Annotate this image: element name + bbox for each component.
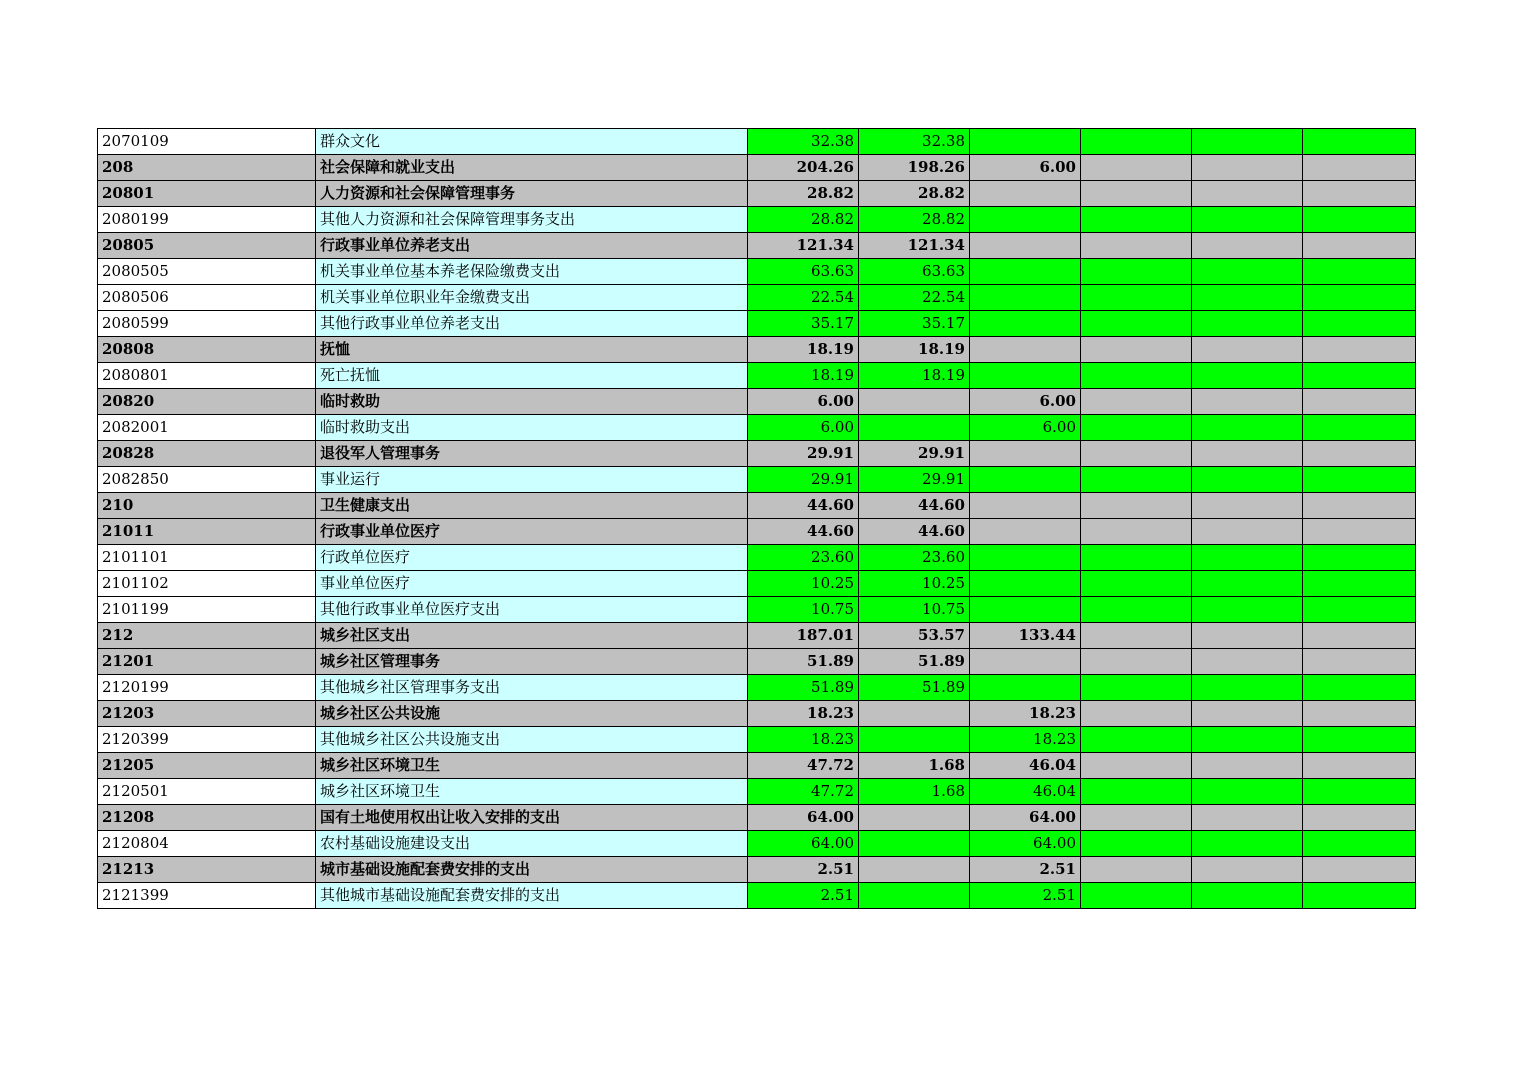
code-cell: 2080801 xyxy=(98,363,316,389)
name-cell: 机关事业单位职业年金缴费支出 xyxy=(316,285,748,311)
value-cell-3: 46.04 xyxy=(970,779,1081,805)
empty-cell xyxy=(1081,857,1192,883)
empty-cell xyxy=(1303,233,1416,259)
empty-cell xyxy=(1081,181,1192,207)
value-cell-3: 64.00 xyxy=(970,831,1081,857)
name-cell: 死亡抚恤 xyxy=(316,363,748,389)
code-cell: 21011 xyxy=(98,519,316,545)
table-row xyxy=(98,129,1416,155)
name-cell: 其他人力资源和社会保障管理事务支出 xyxy=(316,207,748,233)
table-row xyxy=(98,493,1416,519)
empty-cell xyxy=(1303,441,1416,467)
value-cell-3 xyxy=(970,649,1081,675)
total-cell: 121.34 xyxy=(748,233,859,259)
code-cell: 208 xyxy=(98,155,316,181)
name-cell: 城乡社区管理事务 xyxy=(316,649,748,675)
empty-cell xyxy=(1303,363,1416,389)
table-row xyxy=(98,857,1416,883)
name-cell: 事业单位医疗 xyxy=(316,571,748,597)
value-cell-3: 2.51 xyxy=(970,883,1081,909)
name-cell: 城乡社区公共设施 xyxy=(316,701,748,727)
code-cell: 2121399 xyxy=(98,883,316,909)
value-cell-2: 28.82 xyxy=(859,207,970,233)
code-cell: 2080505 xyxy=(98,259,316,285)
value-cell-2 xyxy=(859,805,970,831)
total-cell: 32.38 xyxy=(748,129,859,155)
value-cell-3 xyxy=(970,233,1081,259)
name-cell: 其他城市基础设施配套费安排的支出 xyxy=(316,883,748,909)
total-cell: 47.72 xyxy=(748,779,859,805)
empty-cell xyxy=(1081,467,1192,493)
value-cell-3 xyxy=(970,597,1081,623)
table-row xyxy=(98,155,1416,181)
code-cell: 21208 xyxy=(98,805,316,831)
table-row xyxy=(98,831,1416,857)
empty-cell xyxy=(1192,181,1303,207)
table-row xyxy=(98,701,1416,727)
empty-cell xyxy=(1303,129,1416,155)
empty-cell xyxy=(1081,129,1192,155)
empty-cell xyxy=(1192,883,1303,909)
empty-cell xyxy=(1081,623,1192,649)
table-row xyxy=(98,389,1416,415)
value-cell-3: 18.23 xyxy=(970,727,1081,753)
name-cell: 机关事业单位基本养老保险缴费支出 xyxy=(316,259,748,285)
total-cell: 6.00 xyxy=(748,389,859,415)
empty-cell xyxy=(1081,389,1192,415)
empty-cell xyxy=(1192,285,1303,311)
code-cell: 21201 xyxy=(98,649,316,675)
value-cell-2: 63.63 xyxy=(859,259,970,285)
value-cell-2 xyxy=(859,415,970,441)
value-cell-2: 51.89 xyxy=(859,649,970,675)
code-cell: 20801 xyxy=(98,181,316,207)
total-cell: 6.00 xyxy=(748,415,859,441)
code-cell: 2080199 xyxy=(98,207,316,233)
value-cell-2: 35.17 xyxy=(859,311,970,337)
empty-cell xyxy=(1303,753,1416,779)
total-cell: 187.01 xyxy=(748,623,859,649)
empty-cell xyxy=(1192,467,1303,493)
code-cell: 2101199 xyxy=(98,597,316,623)
total-cell: 44.60 xyxy=(748,493,859,519)
empty-cell xyxy=(1081,649,1192,675)
value-cell-2 xyxy=(859,831,970,857)
value-cell-3 xyxy=(970,363,1081,389)
name-cell: 其他城乡社区管理事务支出 xyxy=(316,675,748,701)
empty-cell xyxy=(1192,831,1303,857)
empty-cell xyxy=(1192,155,1303,181)
empty-cell xyxy=(1192,233,1303,259)
empty-cell xyxy=(1081,701,1192,727)
empty-cell xyxy=(1192,545,1303,571)
empty-cell xyxy=(1192,727,1303,753)
value-cell-2: 32.38 xyxy=(859,129,970,155)
table-row xyxy=(98,311,1416,337)
empty-cell xyxy=(1192,493,1303,519)
empty-cell xyxy=(1081,207,1192,233)
empty-cell xyxy=(1303,415,1416,441)
table-row xyxy=(98,779,1416,805)
code-cell: 21213 xyxy=(98,857,316,883)
name-cell: 临时救助支出 xyxy=(316,415,748,441)
code-cell: 2070109 xyxy=(98,129,316,155)
name-cell: 社会保障和就业支出 xyxy=(316,155,748,181)
empty-cell xyxy=(1081,571,1192,597)
code-cell: 2120804 xyxy=(98,831,316,857)
empty-cell xyxy=(1303,701,1416,727)
value-cell-3: 133.44 xyxy=(970,623,1081,649)
empty-cell xyxy=(1192,805,1303,831)
value-cell-3: 6.00 xyxy=(970,415,1081,441)
empty-cell xyxy=(1192,363,1303,389)
empty-cell xyxy=(1081,727,1192,753)
empty-cell xyxy=(1192,311,1303,337)
value-cell-2: 18.19 xyxy=(859,363,970,389)
empty-cell xyxy=(1081,155,1192,181)
name-cell: 退役军人管理事务 xyxy=(316,441,748,467)
total-cell: 22.54 xyxy=(748,285,859,311)
value-cell-2 xyxy=(859,727,970,753)
empty-cell xyxy=(1081,545,1192,571)
empty-cell xyxy=(1192,415,1303,441)
empty-cell xyxy=(1081,363,1192,389)
empty-cell xyxy=(1192,389,1303,415)
code-cell: 210 xyxy=(98,493,316,519)
empty-cell xyxy=(1303,207,1416,233)
table-row xyxy=(98,545,1416,571)
empty-cell xyxy=(1303,337,1416,363)
name-cell: 其他城乡社区公共设施支出 xyxy=(316,727,748,753)
value-cell-3 xyxy=(970,675,1081,701)
value-cell-2: 28.82 xyxy=(859,181,970,207)
empty-cell xyxy=(1192,441,1303,467)
value-cell-2: 10.25 xyxy=(859,571,970,597)
value-cell-2 xyxy=(859,701,970,727)
value-cell-2 xyxy=(859,857,970,883)
name-cell: 农村基础设施建设支出 xyxy=(316,831,748,857)
name-cell: 临时救助 xyxy=(316,389,748,415)
total-cell: 28.82 xyxy=(748,181,859,207)
value-cell-3: 2.51 xyxy=(970,857,1081,883)
value-cell-2: 44.60 xyxy=(859,519,970,545)
empty-cell xyxy=(1081,415,1192,441)
table-row xyxy=(98,415,1416,441)
name-cell: 城乡社区环境卫生 xyxy=(316,779,748,805)
empty-cell xyxy=(1081,805,1192,831)
value-cell-3 xyxy=(970,571,1081,597)
code-cell: 20828 xyxy=(98,441,316,467)
value-cell-3 xyxy=(970,337,1081,363)
empty-cell xyxy=(1192,779,1303,805)
total-cell: 204.26 xyxy=(748,155,859,181)
table-row xyxy=(98,623,1416,649)
empty-cell xyxy=(1081,311,1192,337)
empty-cell xyxy=(1192,337,1303,363)
value-cell-2 xyxy=(859,883,970,909)
empty-cell xyxy=(1081,519,1192,545)
empty-cell xyxy=(1081,441,1192,467)
empty-cell xyxy=(1192,259,1303,285)
empty-cell xyxy=(1303,571,1416,597)
value-cell-2: 44.60 xyxy=(859,493,970,519)
total-cell: 44.60 xyxy=(748,519,859,545)
total-cell: 64.00 xyxy=(748,831,859,857)
total-cell: 18.23 xyxy=(748,701,859,727)
name-cell: 其他行政事业单位医疗支出 xyxy=(316,597,748,623)
table-row xyxy=(98,571,1416,597)
empty-cell xyxy=(1081,779,1192,805)
code-cell: 20820 xyxy=(98,389,316,415)
empty-cell xyxy=(1192,857,1303,883)
total-cell: 2.51 xyxy=(748,857,859,883)
value-cell-2: 22.54 xyxy=(859,285,970,311)
value-cell-2: 1.68 xyxy=(859,779,970,805)
value-cell-3: 6.00 xyxy=(970,155,1081,181)
empty-cell xyxy=(1303,649,1416,675)
name-cell: 城市基础设施配套费安排的支出 xyxy=(316,857,748,883)
code-cell: 2120199 xyxy=(98,675,316,701)
total-cell: 51.89 xyxy=(748,675,859,701)
empty-cell xyxy=(1081,753,1192,779)
table-row xyxy=(98,753,1416,779)
total-cell: 51.89 xyxy=(748,649,859,675)
name-cell: 抚恤 xyxy=(316,337,748,363)
value-cell-3: 6.00 xyxy=(970,389,1081,415)
total-cell: 63.63 xyxy=(748,259,859,285)
name-cell: 群众文化 xyxy=(316,129,748,155)
value-cell-3: 64.00 xyxy=(970,805,1081,831)
total-cell: 29.91 xyxy=(748,467,859,493)
table-row xyxy=(98,207,1416,233)
empty-cell xyxy=(1081,493,1192,519)
code-cell: 2082850 xyxy=(98,467,316,493)
empty-cell xyxy=(1192,649,1303,675)
value-cell-2: 121.34 xyxy=(859,233,970,259)
empty-cell xyxy=(1192,623,1303,649)
empty-cell xyxy=(1303,545,1416,571)
total-cell: 29.91 xyxy=(748,441,859,467)
empty-cell xyxy=(1303,779,1416,805)
code-cell: 21203 xyxy=(98,701,316,727)
code-cell: 2101101 xyxy=(98,545,316,571)
empty-cell xyxy=(1192,129,1303,155)
empty-cell xyxy=(1303,285,1416,311)
total-cell: 64.00 xyxy=(748,805,859,831)
value-cell-3: 46.04 xyxy=(970,753,1081,779)
value-cell-2: 53.57 xyxy=(859,623,970,649)
value-cell-3 xyxy=(970,519,1081,545)
code-cell: 2080599 xyxy=(98,311,316,337)
empty-cell xyxy=(1081,233,1192,259)
value-cell-3 xyxy=(970,259,1081,285)
code-cell: 20808 xyxy=(98,337,316,363)
code-cell: 2120399 xyxy=(98,727,316,753)
empty-cell xyxy=(1081,285,1192,311)
table-row xyxy=(98,181,1416,207)
empty-cell xyxy=(1303,519,1416,545)
table-row xyxy=(98,883,1416,909)
empty-cell xyxy=(1303,155,1416,181)
name-cell: 人力资源和社会保障管理事务 xyxy=(316,181,748,207)
empty-cell xyxy=(1081,675,1192,701)
name-cell: 其他行政事业单位养老支出 xyxy=(316,311,748,337)
table-row xyxy=(98,285,1416,311)
empty-cell xyxy=(1081,337,1192,363)
code-cell: 212 xyxy=(98,623,316,649)
empty-cell xyxy=(1081,831,1192,857)
table-row xyxy=(98,259,1416,285)
table-row xyxy=(98,519,1416,545)
empty-cell xyxy=(1303,259,1416,285)
budget-table xyxy=(97,128,1416,909)
empty-cell xyxy=(1303,831,1416,857)
empty-cell xyxy=(1303,311,1416,337)
value-cell-3 xyxy=(970,545,1081,571)
table-row xyxy=(98,233,1416,259)
value-cell-2: 10.75 xyxy=(859,597,970,623)
value-cell-3 xyxy=(970,493,1081,519)
code-cell: 20805 xyxy=(98,233,316,259)
value-cell-2 xyxy=(859,389,970,415)
table-row xyxy=(98,727,1416,753)
total-cell: 10.25 xyxy=(748,571,859,597)
total-cell: 23.60 xyxy=(748,545,859,571)
value-cell-3 xyxy=(970,441,1081,467)
code-cell: 2120501 xyxy=(98,779,316,805)
empty-cell xyxy=(1303,389,1416,415)
total-cell: 2.51 xyxy=(748,883,859,909)
table-row xyxy=(98,363,1416,389)
empty-cell xyxy=(1303,597,1416,623)
table-row xyxy=(98,649,1416,675)
table-row xyxy=(98,467,1416,493)
name-cell: 国有土地使用权出让收入安排的支出 xyxy=(316,805,748,831)
empty-cell xyxy=(1192,207,1303,233)
total-cell: 18.19 xyxy=(748,337,859,363)
empty-cell xyxy=(1192,701,1303,727)
total-cell: 28.82 xyxy=(748,207,859,233)
total-cell: 18.23 xyxy=(748,727,859,753)
empty-cell xyxy=(1303,623,1416,649)
value-cell-2: 51.89 xyxy=(859,675,970,701)
table-row xyxy=(98,675,1416,701)
table-row xyxy=(98,441,1416,467)
name-cell: 城乡社区环境卫生 xyxy=(316,753,748,779)
empty-cell xyxy=(1192,519,1303,545)
name-cell: 行政事业单位养老支出 xyxy=(316,233,748,259)
table-row xyxy=(98,805,1416,831)
empty-cell xyxy=(1192,597,1303,623)
name-cell: 行政事业单位医疗 xyxy=(316,519,748,545)
empty-cell xyxy=(1081,883,1192,909)
value-cell-3 xyxy=(970,467,1081,493)
table-row xyxy=(98,597,1416,623)
empty-cell xyxy=(1303,857,1416,883)
value-cell-2: 1.68 xyxy=(859,753,970,779)
value-cell-3 xyxy=(970,207,1081,233)
empty-cell xyxy=(1303,493,1416,519)
value-cell-2: 198.26 xyxy=(859,155,970,181)
empty-cell xyxy=(1192,753,1303,779)
empty-cell xyxy=(1192,571,1303,597)
total-cell: 47.72 xyxy=(748,753,859,779)
empty-cell xyxy=(1081,597,1192,623)
value-cell-3 xyxy=(970,181,1081,207)
empty-cell xyxy=(1303,805,1416,831)
empty-cell xyxy=(1303,675,1416,701)
name-cell: 城乡社区支出 xyxy=(316,623,748,649)
empty-cell xyxy=(1192,675,1303,701)
empty-cell xyxy=(1303,883,1416,909)
value-cell-2: 23.60 xyxy=(859,545,970,571)
empty-cell xyxy=(1303,181,1416,207)
table-row xyxy=(98,337,1416,363)
empty-cell xyxy=(1303,467,1416,493)
value-cell-3 xyxy=(970,129,1081,155)
value-cell-2: 29.91 xyxy=(859,441,970,467)
name-cell: 行政单位医疗 xyxy=(316,545,748,571)
total-cell: 18.19 xyxy=(748,363,859,389)
name-cell: 卫生健康支出 xyxy=(316,493,748,519)
name-cell: 事业运行 xyxy=(316,467,748,493)
empty-cell xyxy=(1081,259,1192,285)
total-cell: 35.17 xyxy=(748,311,859,337)
total-cell: 10.75 xyxy=(748,597,859,623)
code-cell: 2082001 xyxy=(98,415,316,441)
code-cell: 2080506 xyxy=(98,285,316,311)
value-cell-3: 18.23 xyxy=(970,701,1081,727)
value-cell-2: 18.19 xyxy=(859,337,970,363)
value-cell-3 xyxy=(970,311,1081,337)
code-cell: 21205 xyxy=(98,753,316,779)
table-body xyxy=(98,129,1416,909)
value-cell-3 xyxy=(970,285,1081,311)
code-cell: 2101102 xyxy=(98,571,316,597)
value-cell-2: 29.91 xyxy=(859,467,970,493)
empty-cell xyxy=(1303,727,1416,753)
